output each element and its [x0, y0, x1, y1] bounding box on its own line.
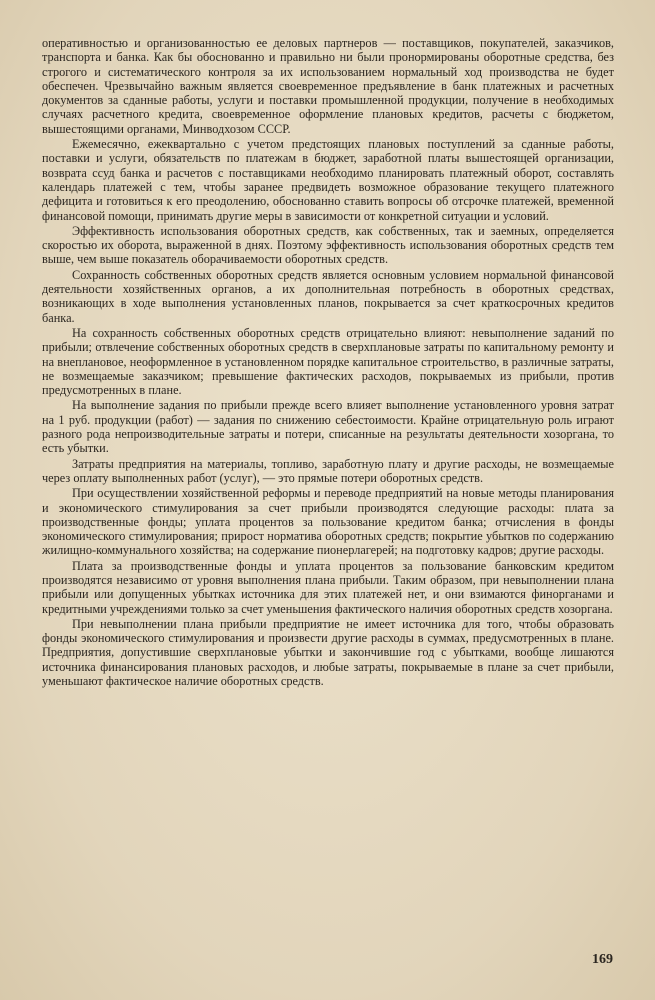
page-number: 169 [592, 952, 613, 967]
paragraph-5: На сохранность собственных оборотных средств отрицательно влияют: невыполнение заданий по прибыли; отвлечение собственных оборотных средств в сверхплановые затраты по капитальному ремонту и на внеплановое, неоформленное в установленном порядке капитальное строительство, в различные затраты, не возмещаемые заказчиком; превышение фактических расходов, покрываемых из прибыли, против предусмотренных в плане. [42, 325, 614, 398]
paragraph-6: На выполнение задания по прибыли прежде всего влияет выполнение установленного уровня затрат на 1 руб. продукции (работ) — задания по снижению себестоимости. Крайне отрицательную роль играют разного рода непроизводительные затраты и потери, списанные на результаты деятельности хозоргана, то есть убытки. [42, 398, 614, 456]
paragraph-10: При невыполнении плана прибыли предприятие не имеет источника для того, чтобы образовать фонды экономического стимулирования и произвести другие расходы в суммах, предусмотренных в плане. Предприятия, допустившие сверхплановые убытки и закончившие год с убытками, вообще лишаются источника финансирования плановых расходов, и любые затраты, покрываемые в плане за счет прибыли, уменьшают фактическое наличие оборотных средств. [42, 616, 614, 689]
paragraph-2: Ежемесячно, ежеквартально с учетом предстоящих плановых поступлений за сданные работы, поставки и услуги, обязательств по платежам в бюджет, заработной платы вышестоящей организации, возврата ссуд банка и расчетов с поставщиками необходимо планировать платежный оборот, составлять календарь платежей с тем, чтобы заранее предвидеть возможное образование текущего платежного дефицита и готовиться к его преодолению, обоснованно ставить вопросы об отсрочке платежей, временной финансовой помощи, принимать другие меры в зависимости от конкретной ситуации и условий. [42, 137, 614, 223]
paragraph-3: Эффективность использования оборотных средств, как собственных, так и заемных, определяется скоростью их оборота, выраженной в днях. Поэтому эффективность использования оборотных средств тем выше, чем выше показатель оборачиваемости оборотных средств. [42, 223, 614, 267]
page-text [42, 36, 614, 688]
paragraph-9: Плата за производственные фонды и уплата процентов за пользование банковским кредитом производятся независимо от уровня выполнения плана прибыли. Таким образом, при невыполнении плана прибыли или допущенных убытках источника для этих платежей нет, и они взимаются финорганами и кредитными учреждениями только за счет уменьшения фактического наличия оборотных средств хозоргана. [42, 558, 614, 616]
paragraph-7: Затраты предприятия на материалы, топливо, заработную плату и другие расходы, не возмещаемые через оплату выполненных работ (услуг), — это прямые потери оборотных средств. [42, 456, 614, 485]
paragraph-1: оперативностью и организованностью ее деловых партнеров — поставщиков, покупателей, заказчиков, транспорта и банка. Как бы обоснованно и правильно ни были пронормированы оборотные средства, без строгого и систематического контроля за их использованием нормальный ход производства не будет обеспечен. Чрезвычайно важным является своевременное предъявление в банк платежных и расчетных документов за сданные работы, услуги и поставки промышленной продукции, получение в необходимых случаях расчетного кредита, своевременное оформление плановых кредитов, расчеты с бюджетом, вышестоящими органами, Минводхозом СССР. [42, 36, 614, 136]
paragraph-4: Сохранность собственных оборотных средств является основным условием нормальной финансовой деятельности хозяйственных органов, а их дополнительная потребность в оборотных средствах, возникающих в ходе выполнения установленных планов, покрывается за счет краткосрочных кредитов банка. [42, 267, 614, 325]
paragraph-8: При осуществлении хозяйственной реформы и переводе предприятий на новые методы планирования и экономического стимулирования за счет прибыли производятся следующие расходы: плата за производственные фонды; уплата процентов за пользование кредитом банка; отчисления в фонды экономического стимулирования; прирост норматива оборотных средств; покрытие убытков по содержанию жилищно-коммунального хозяйства; на содержание пионерлагерей; на подготовку кадров; другие расходы. [42, 486, 614, 558]
